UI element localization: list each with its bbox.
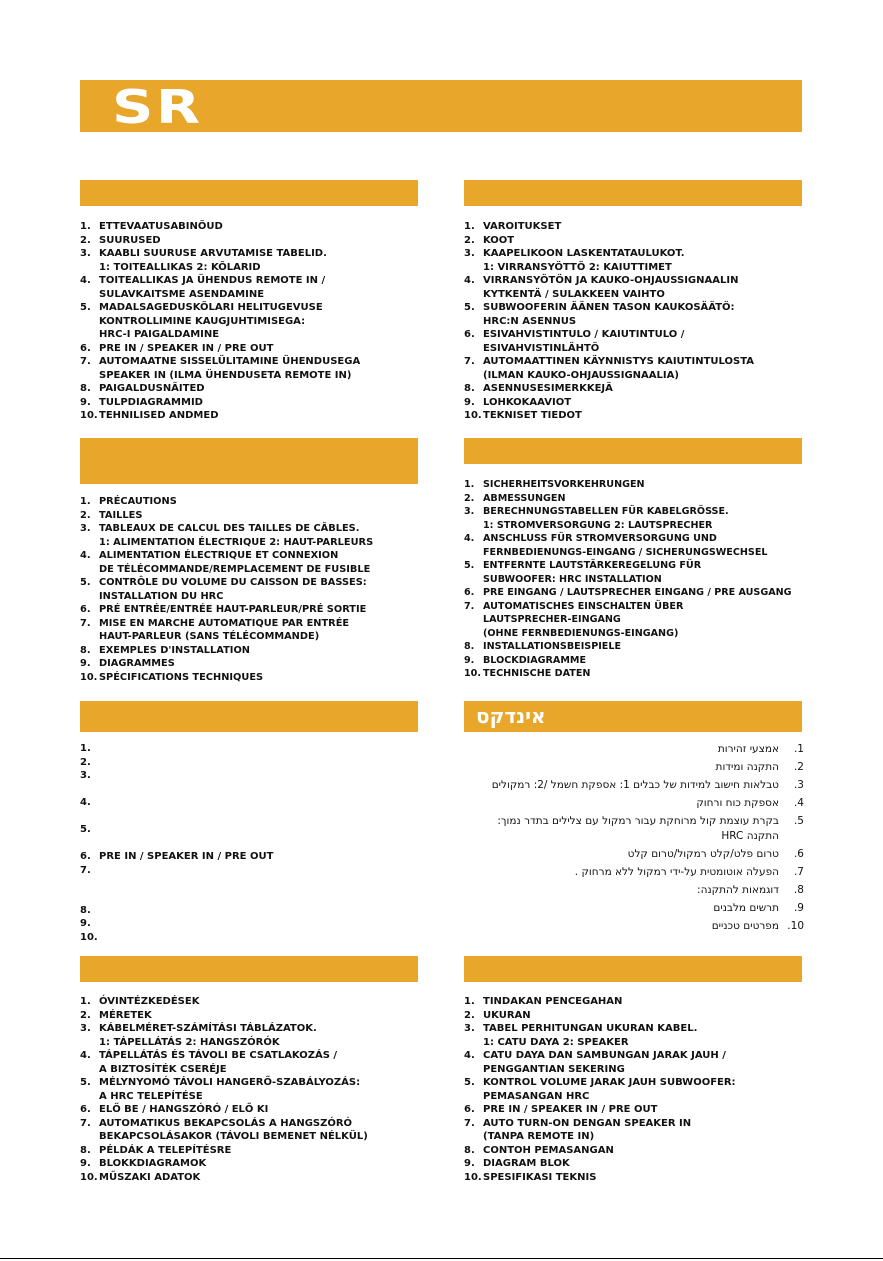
toc-list-et [80,220,420,423]
list-item: 1. VAROITUKSET [464,221,562,232]
list-item: 10. TECHNISCHE DATEN [464,668,591,679]
list-item: 5. MADALSAGEDUSKÕLARI HELITUGEVUSE KONTROLLIMINE KAUGJUHTIMISEGA: HRC-I PAIGALDAMINE [80,302,323,340]
list-item: 6. PRE IN / SPEAKER IN / PRE OUT [80,342,274,354]
list-item: 3. KÁBELMÉRET-SZÁMÍTÁSI TÁBLÁZATOK. 1: TÁPELLÁTÁS 2: HANGSZÓRÓK [80,1023,317,1048]
toc-list-blank [80,742,420,944]
list-item: 1. TINDAKAN PENCEGAHAN [464,996,623,1007]
list-item: 4. [80,797,91,808]
list-item: 2. KOOT [464,234,515,246]
list-item: 2. TAILLES [80,509,143,521]
list-item: 10. TEKNISET TIEDOT [464,410,582,421]
list-item: 4. TÁPELLÁTÁS ÉS TÁVOLI BE CSATLAKOZÁS / A BIZTOSÍTÉK CSERÉJE [80,1050,338,1075]
list-item: 6. PRE EINGANG / LAUTSPRECHER EINGANG / PRE AUSGANG [464,587,792,598]
list-item: 7. AUTOMATIKUS BEKAPCSOLÁS A HANGSZÓRÓ BEKAPCSOLÁSAKOR (TÁVOLI BEMENET NÉLKÜL) [80,1117,368,1142]
list-item: 8. PÉLDÁK A TELEPÍTÉSRE [80,1144,232,1156]
list-item: .7 הפעלה אוטומטית על-ידי רמקול ללא מרחוק . [574,866,804,878]
list-item: .6 טרום פלט/קלט רמקול/טרום קלט [627,848,804,860]
list-item: 10. MŰSZAKI ADATOK [80,1171,201,1183]
toc-list-fi [464,220,804,423]
list-item: 1. SICHERHEITSVORKEHRUNGEN [464,479,645,490]
list-item: 4. VIRRANSYÖTÖN JA KAUKO-OHJAUSSIGNAALIN KYTKENTÄ / SULAKKEEN VAIHTO [464,275,739,300]
list-item: 9. LOHKOKAAVIOT [464,396,572,408]
list-item: 10. [80,931,98,943]
list-item: 6. PRE IN / SPEAKER IN / PRE OUT [464,1104,658,1115]
list-item: .8 דוגמאות להתקנה: [697,884,804,896]
list-item: 9. TULPDIAGRAMMID [80,396,203,408]
list-item: 6. ELŐ BE / HANGSZÓRÓ / ELŐ KI [80,1104,269,1115]
list-item: 1. [80,743,91,754]
list-item: 7. AUTOMATISCHES EINSCHALTEN ÜBER LAUTSPRECHER-EINGANG (OHNE FERNBEDIENUNGS-EINGANG) [464,600,684,639]
list-item: 9. [80,918,91,929]
list-item: 8. EXEMPLES D'INSTALLATION [80,644,250,656]
list-item: 2. [80,756,91,768]
list-item: 4. ALIMENTATION ÉLECTRIQUE ET CONNEXION DE TÉLÉCOMMANDE/REMPLACEMENT DE FUSIBLE [80,550,371,575]
list-item: .5 בקרת עוצמת קול מרוחקת עבור רמקול עם צלילים בתדר נמוך: התקנה HRC [497,815,804,842]
list-item: 5. KONTROL VOLUME JARAK JAUH SUBWOOFER: PEMASANGAN HRC [464,1077,736,1102]
list-item: 10. TEHNILISED ANDMED [80,410,219,421]
list-item: 3. [80,770,91,781]
list-item: 2. UKURAN [464,1009,531,1021]
list-item: .2 התקנה ומידות [715,761,804,773]
list-item: 9. BLOKKDIAGRAMOK [80,1158,207,1169]
list-item: 4. CATU DAYA DAN SAMBUNGAN JARAK JAUH / PENGGANTIAN SEKERING [464,1050,726,1075]
list-item: 3. TABEL PERHITUNGAN UKURAN KABEL. 1: CATU DAYA 2: SPEAKER [464,1023,698,1048]
list-item: 7. AUTOMAATTINEN KÄYNNISTYS KAIUTINTULOSTA (ILMAN KAUKO-OHJAUSSIGNAALIA) [464,356,755,381]
list-item: 6. PRÉ ENTRÉE/ENTRÉE HAUT-PARLEUR/PRÉ SORTIE [80,604,367,615]
list-item: 7. MISE EN MARCHE AUTOMATIQUE PAR ENTRÉE HAUT-PARLEUR (SANS TÉLÉCOMMANDE) [80,617,350,642]
list-item: 8. INSTALLATIONSBEISPIELE [464,641,622,652]
section-bar-he [464,701,802,732]
section-bar-blank [80,701,418,732]
list-item: 3. KAAPELIKOON LASKENTATAULUKOT. 1: VIRRANSYÖTTÖ 2: KAIUTTIMET [464,248,685,273]
section-bar-fr [80,438,418,484]
list-item: 10. SPESIFIKASI TEKNIS [464,1171,597,1183]
list-item: 1. ÓVINTÉZKEDÉSEK [80,996,200,1007]
list-item: 8. CONTOH PEMASANGAN [464,1144,614,1156]
list-item: 4. ANSCHLUSS FÜR STROMVERSORGUNG UND FERNBEDIENUNGS-EINGANG / SICHERUNGSWECHSEL [464,533,768,558]
page-bottom-rule [0,1258,883,1259]
list-item: 9. DIAGRAMMES [80,658,175,669]
list-item: 7. AUTOMAATNE SISSELÜLITAMINE ÜHENDUSEGA SPEAKER IN (ILMA ÜHENDUSETA REMOTE IN) [80,356,361,381]
list-item: 4. TOITEALLIKAS JA ÜHENDUS REMOTE IN / SULAVKAITSME ASENDAMINE [80,275,326,300]
list-item: .1 אמצעי זהירות [717,743,804,755]
toc-list-fr [80,495,425,684]
list-item: 2. MÉRETEK [80,1009,152,1021]
section-bar-et [80,180,418,206]
toc-list-id [464,995,804,1184]
list-item: 1. ETTEVAATUSABINÕUD [80,221,223,232]
list-item: 5. CONTRÔLE DU VOLUME DU CAISSON DE BASSES: INSTALLATION DU HRC [80,577,367,602]
list-item: 8. [80,904,91,916]
list-item: 2. ABMESSUNGEN [464,492,566,504]
list-item: 6. PRE IN / SPEAKER IN / PRE OUT [80,851,274,862]
list-item: 7. AUTO TURN-ON DENGAN SPEAKER IN (TANPA REMOTE IN) [464,1117,692,1142]
toc-list-de [464,478,809,681]
section-bar-hu [80,956,418,982]
list-item: 9. DIAGRAM BLOK [464,1158,570,1169]
list-item: 10. SPÉCIFICATIONS TECHNIQUES [80,671,264,683]
list-item: 5. MÉLYNYOMÓ TÁVOLI HANGERŐ-SZABÁLYOZÁS: A HRC TELEPÍTÉSE [80,1077,361,1102]
list-item: 3. KAABLI SUURUSE ARVUTAMISE TABELID. 1: TOITEALLIKAS 2: KÕLARID [80,248,327,273]
toc-list-hu [80,995,425,1184]
list-item: 5. [80,824,91,835]
list-item: 3. TABLEAUX DE CALCUL DES TAILLES DE CÂBLES. 1: ALIMENTATION ÉLECTRIQUE 2: HAUT-PARLEURS [80,523,374,548]
list-item: 8. PAIGALDUSNÄITED [80,383,205,394]
list-item: 7. [80,864,91,876]
list-item: 9. BLOCKDIAGRAMME [464,654,587,666]
list-item: 2. SUURUSED [80,234,161,246]
list-item: .9 תרשים מלבנים [713,902,804,914]
list-item: .3 טבלאות חישוב למידות של כבלים 1: אספקת חשמל /2: רמקולים [491,779,804,791]
list-item: .4 אספקת כוח ורחוק [696,797,804,809]
list-item: 5. ENTFERNTE LAUTSTÄRKEREGELUNG FÜR SUBWOOFER: HRC INSTALLATION [464,560,702,585]
list-item: 6. ESIVAHVISTINTULO / KAIUTINTULO / ESIVAHVISTINLÄHTÖ [464,329,685,354]
section-bar-id [464,956,802,982]
list-item: 8. ASENNUSESIMERKKEJÄ [464,383,613,394]
toc-list-he [464,742,804,937]
section-bar-de [464,438,802,464]
list-item: .10 מפרטים טכניים [711,920,804,932]
section-title-he: אינדקס [476,704,546,728]
list-item: 5. SUBWOOFERIN ÄÄNEN TASON KAUKOSÄÄTÖ: HRC:N ASENNUS [464,302,735,327]
section-bar-fi [464,180,802,206]
list-item: 3. BERECHNUNGSTABELLEN FÜR KABELGRÖSSE. 1: STROMVERSORGUNG 2: LAUTSPRECHER [464,506,729,531]
brand-logo: SR [112,80,203,134]
list-item: 1. PRÉCAUTIONS [80,496,177,507]
